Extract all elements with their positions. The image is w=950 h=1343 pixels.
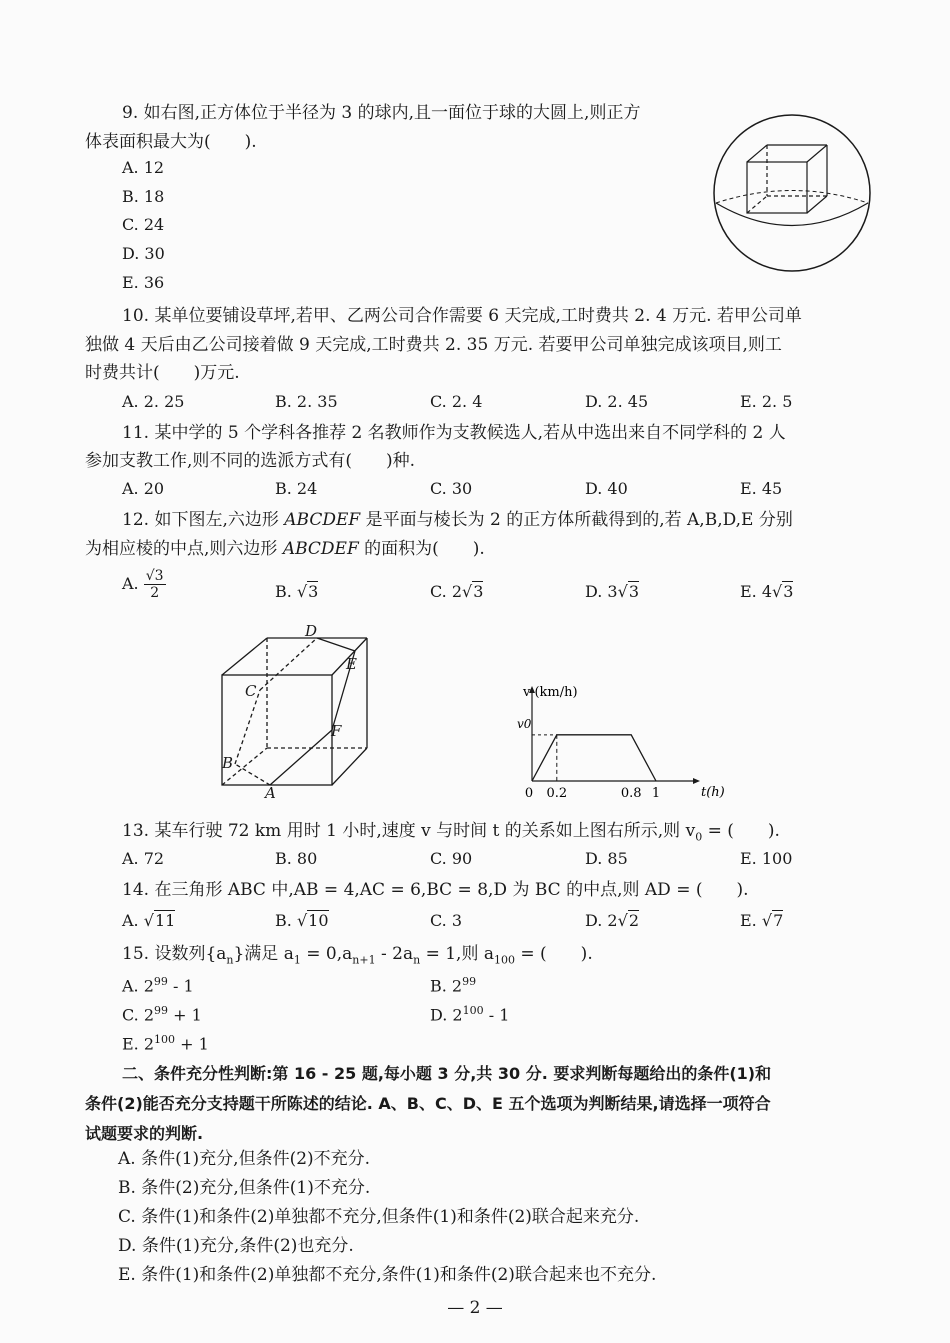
- x-tick-label: 0: [524, 786, 534, 801]
- great-circle-front: [716, 203, 868, 226]
- q12-stem-line2: 为相应棱的中点,则六边形 ABCDEF 的面积为( ).: [85, 539, 485, 559]
- q9-option-e: E. 36: [122, 273, 165, 292]
- q15-stem: 15. 设数列$\{a_n\}$满足 $a_1 = 0,a_{n+1} - 2a_n = 1$,则 $a_{100}$ = ( ).: [122, 944, 593, 967]
- q10-stem-line1: 10. 某单位要铺设草坪,若甲、乙两公司合作需要 6 天完成,工时费共 2. 4 万元. 若甲公司单: [122, 306, 802, 326]
- sphere-outline: [714, 115, 870, 271]
- inner-cube: [747, 145, 827, 213]
- q13-option-c: C. 90: [430, 849, 473, 868]
- q11-option-e: E. 45: [740, 479, 783, 498]
- q14-option-c: C. 3: [430, 911, 463, 930]
- vertex-label-e: E: [346, 655, 357, 673]
- q13-stem: 13. 某车行驶 72 km 用时 1 小时,速度 v 与时间 t 的关系如上图右所示,则 $v_0$ = ( ).: [122, 821, 780, 844]
- q9-stem-line1: 9. 如右图,正方体位于半径为 3 的球内,且一面位于球的大圆上,则正方: [122, 103, 641, 123]
- cube-hexagon-figure: [215, 620, 375, 800]
- x-axis-arrow: [693, 778, 700, 784]
- q11-option-d: D. 40: [585, 479, 628, 498]
- q10-option-e: E. 2. 5: [740, 392, 793, 411]
- q15-option-c: C. $2^{99} + 1$: [122, 1004, 202, 1025]
- q14-stem: 14. 在三角形 ABC 中,AB = 4,AC = 6,BC = 8,D 为 BC 的中点,则 AD = ( ).: [122, 880, 749, 900]
- hexagon-section: [235, 638, 355, 785]
- q15-option-e: E. $2^{100} + 1$: [122, 1033, 209, 1054]
- section2-option-a: A. 条件(1)充分,但条件(2)不充分.: [118, 1149, 371, 1169]
- q12-option-a: A. $\frac{√3}{2}$: [122, 568, 164, 601]
- section2-heading-line3: 试题要求的判断.: [85, 1124, 204, 1143]
- q14-option-d: D. 2√2: [585, 911, 639, 930]
- vertex-label-d: D: [305, 622, 318, 640]
- x-tick-label: 1: [651, 786, 661, 801]
- q11-stem-line2: 参加支教工作,则不同的选派方式有( )种.: [85, 451, 416, 471]
- q12-option-c: C. 2√3: [430, 582, 484, 601]
- q14-option-a: A. √11: [122, 911, 176, 930]
- sphere-cube-figure: [712, 108, 872, 278]
- q11-option-b: B. 24: [275, 479, 318, 498]
- q15-option-b: B. $2^{99}$: [430, 975, 477, 996]
- x-tick-label: 0.8: [620, 786, 642, 801]
- q15-option-d: D. $2^{100} - 1$: [430, 1004, 510, 1025]
- q15-option-a: A. $2^{99} - 1$: [122, 975, 194, 996]
- q9-option-b: B. 18: [122, 187, 165, 206]
- section2-option-d: D. 条件(1)充分,条件(2)也充分.: [118, 1236, 354, 1256]
- q13-option-a: A. 72: [122, 849, 165, 868]
- section2-option-c: C. 条件(1)和条件(2)单独都不充分,但条件(1)和条件(2)联合起来充分.: [118, 1207, 640, 1227]
- q12-option-b: B. √3: [275, 582, 319, 601]
- section2-heading-line2: 条件(2)能否充分支持题干所陈述的结论. A、B、C、D、E 五个选项为判断结果,请选择一项符合: [85, 1094, 771, 1113]
- q12-option-e: E. 4√3: [740, 582, 794, 601]
- q10-stem-line3: 时费共计( )万元.: [85, 363, 240, 383]
- q11-option-c: C. 30: [430, 479, 473, 498]
- q12-stem-line1: 12. 如下图左,六边形 ABCDEF 是平面与棱长为 2 的正方体所截得到的,若 A,B,D,E 分别: [122, 510, 793, 530]
- q10-option-c: C. 2. 4: [430, 392, 483, 411]
- q13-option-b: B. 80: [275, 849, 318, 868]
- x-axis-label: t(h): [701, 785, 725, 800]
- q9-option-a: A. 12: [122, 158, 165, 177]
- x-tick-label: 0.2: [546, 786, 568, 801]
- q10-option-b: B. 2. 35: [275, 392, 338, 411]
- velocity-line: [532, 735, 656, 781]
- q13-option-d: D. 85: [585, 849, 628, 868]
- great-circle-back: [716, 191, 868, 204]
- q14-option-b: B. √10: [275, 911, 329, 930]
- vertex-label-f: F: [331, 722, 342, 740]
- q14-option-e: E. √7: [740, 911, 784, 930]
- velocity-time-chart: [515, 678, 735, 800]
- q9-option-d: D. 30: [122, 244, 165, 263]
- vertex-label-b: B: [222, 754, 234, 772]
- q10-option-a: A. 2. 25: [122, 392, 185, 411]
- q13-option-e: E. 100: [740, 849, 793, 868]
- vertex-label-c: C: [245, 682, 257, 700]
- page-number: — 2 —: [447, 1298, 503, 1318]
- q9-stem-line2: 体表面积最大为( ).: [85, 132, 257, 152]
- section2-heading-line1: 二、条件充分性判断:第 16 - 25 题,每小题 3 分,共 30 分. 要求判断每题给出的条件(1)和: [122, 1064, 772, 1083]
- q11-stem-line1: 11. 某中学的 5 个学科各推荐 2 名教师作为支教候选人,若从中选出来自不同学科的 2 人: [122, 423, 786, 443]
- vertex-label-a: A: [265, 784, 276, 802]
- section2-option-b: B. 条件(2)充分,但条件(1)不充分.: [118, 1178, 371, 1198]
- q12-option-d: D. 3√3: [585, 582, 639, 601]
- q10-stem-line2: 独做 4 天后由乙公司接着做 9 天完成,工时费共 2. 35 万元. 若要甲公司单独完成该项目,则工: [85, 335, 782, 355]
- q11-option-a: A. 20: [122, 479, 165, 498]
- y-axis-label: v (km/h): [523, 685, 578, 700]
- v0-tick-label: v0: [517, 717, 532, 731]
- section2-option-e: E. 条件(1)和条件(2)单独都不充分,条件(1)和条件(2)联合起来也不充分.: [118, 1265, 657, 1285]
- q10-option-d: D. 2. 45: [585, 392, 649, 411]
- cube-front-face: [222, 675, 332, 785]
- q9-option-c: C. 24: [122, 215, 165, 234]
